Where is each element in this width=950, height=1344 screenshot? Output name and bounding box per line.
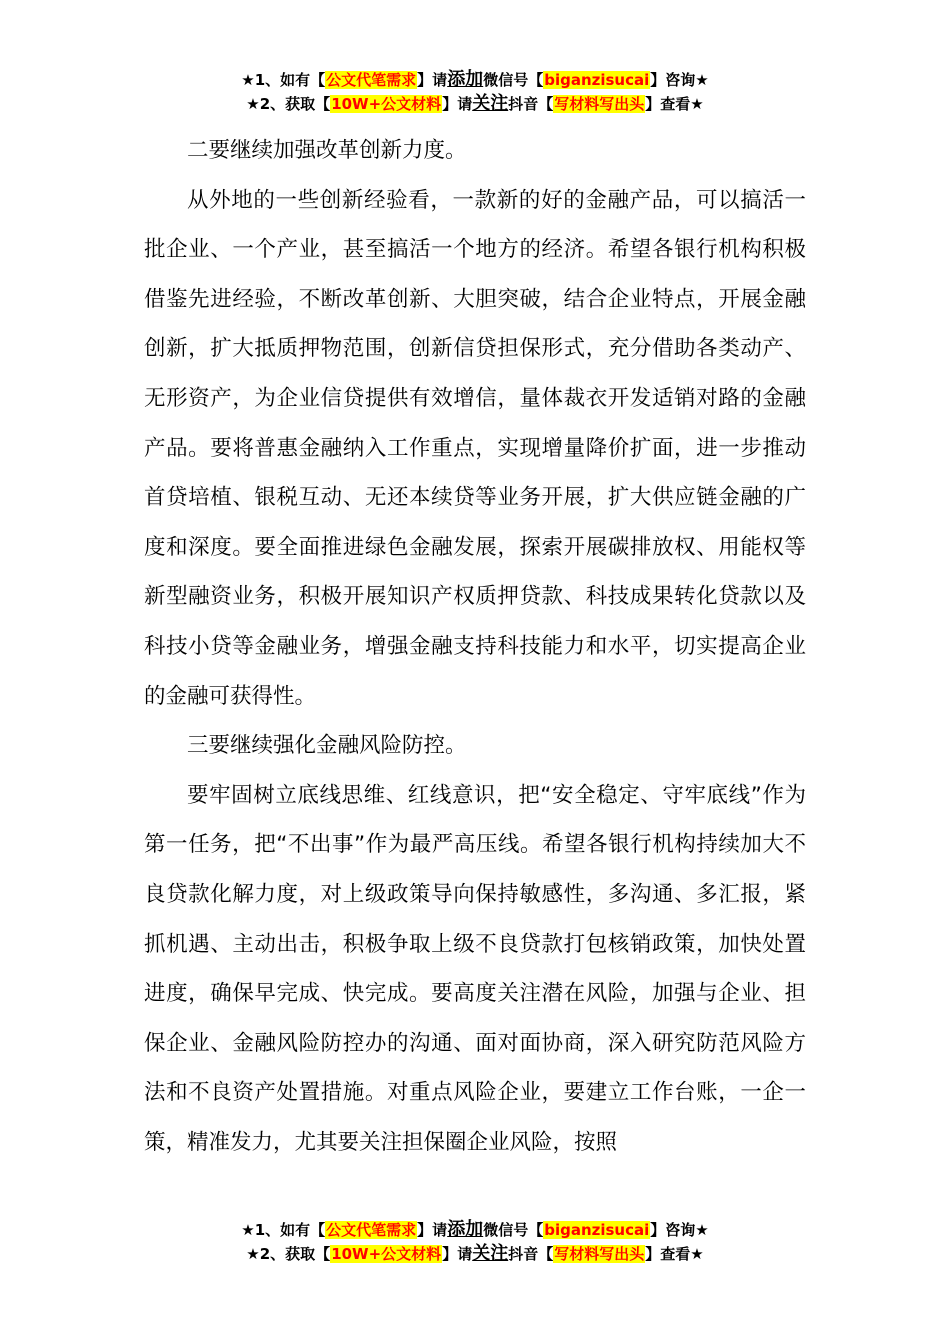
highlight-douyin-account: 写材料写出头 [554,95,645,113]
emphasis-follow: 关注 [472,1243,509,1264]
footer-banner [0,1218,950,1266]
header-banner [0,68,950,116]
highlight-service: 公文代笔需求 [326,71,417,89]
banner-line-1: ★1、如有【公文代笔需求】请添加微信号【biganzisucai】咨询★ [241,69,709,90]
emphasis-follow: 关注 [472,93,509,114]
highlight-materials: 10W+公文材料 [331,1245,442,1263]
banner-line-2: ★2、获取【10W+公文材料】请关注抖音【写材料写出头】查看★ [246,1243,704,1264]
body-paragraph: 要牢固树立底线思维、红线意识，把“安全稳定、守牢底线”作为第一任务，把“不出事”作为最严高压线。希望各银行机构持续加大不良贷款化解力度，对上级政策导向保持敏感性，多沟通、多汇报，紧抓机遇、主动出击，积极争取上级不良贷款打包核销政策，加快处置进度，确保早完成、快完成。要高度关注潜在风险，加强与企业、担保企业、金融风险防控办的沟通、面对面协商，深入研究防范风险方法和不良资产处置措施。对重点风险企业，要建立工作台账，一企一策，精准发力，尤其要关注担保圈企业风险，按照 [144,782,806,1155]
emphasis-add: 添加 [447,69,484,90]
highlight-service: 公文代笔需求 [326,1221,417,1239]
section-heading-3: 三要继续强化金融风险防控。 [187,733,467,759]
document-body [144,126,806,1167]
highlight-materials: 10W+公文材料 [331,95,442,113]
banner-line-2: ★2、获取【10W+公文材料】请关注抖音【写材料写出头】查看★ [246,93,704,114]
section-heading-2: 二要继续加强改革创新力度。 [187,138,467,163]
highlight-wechat-id: biganzisucai [544,71,650,89]
body-paragraph: 从外地的一些创新经验看，一款新的好的金融产品，可以搞活一批企业、一个产业，甚至搞活一个地方的经济。希望各银行机构积极借鉴先进经验，不断改革创新、大胆突破，结合企业特点，开展金融创新，扩大抵质押物范围，创新信贷担保形式，充分借助各类动产、无形资产，为企业信贷提供有效增信，量体裁衣开发适销对路的金融产品。要将普惠金融纳入工作重点，实现增量降价扩面，进一步推动首贷培植、银税互动、无还本续贷等业务开展，扩大供应链金融的广度和深度。要全面推进绿色金融发展，探索开展碳排放权、用能权等新型融资业务，积极开展知识产权质押贷款、科技成果转化贷款以及科技小贷等金融业务，增强金融支持科技能力和水平，切实提高企业的金融可获得性。 [144,187,806,709]
banner-line-1: ★1、如有【公文代笔需求】请添加微信号【biganzisucai】咨询★ [241,1219,709,1240]
highlight-wechat-id: biganzisucai [544,1221,650,1239]
emphasis-add: 添加 [447,1219,484,1240]
highlight-douyin-account: 写材料写出头 [554,1245,645,1263]
